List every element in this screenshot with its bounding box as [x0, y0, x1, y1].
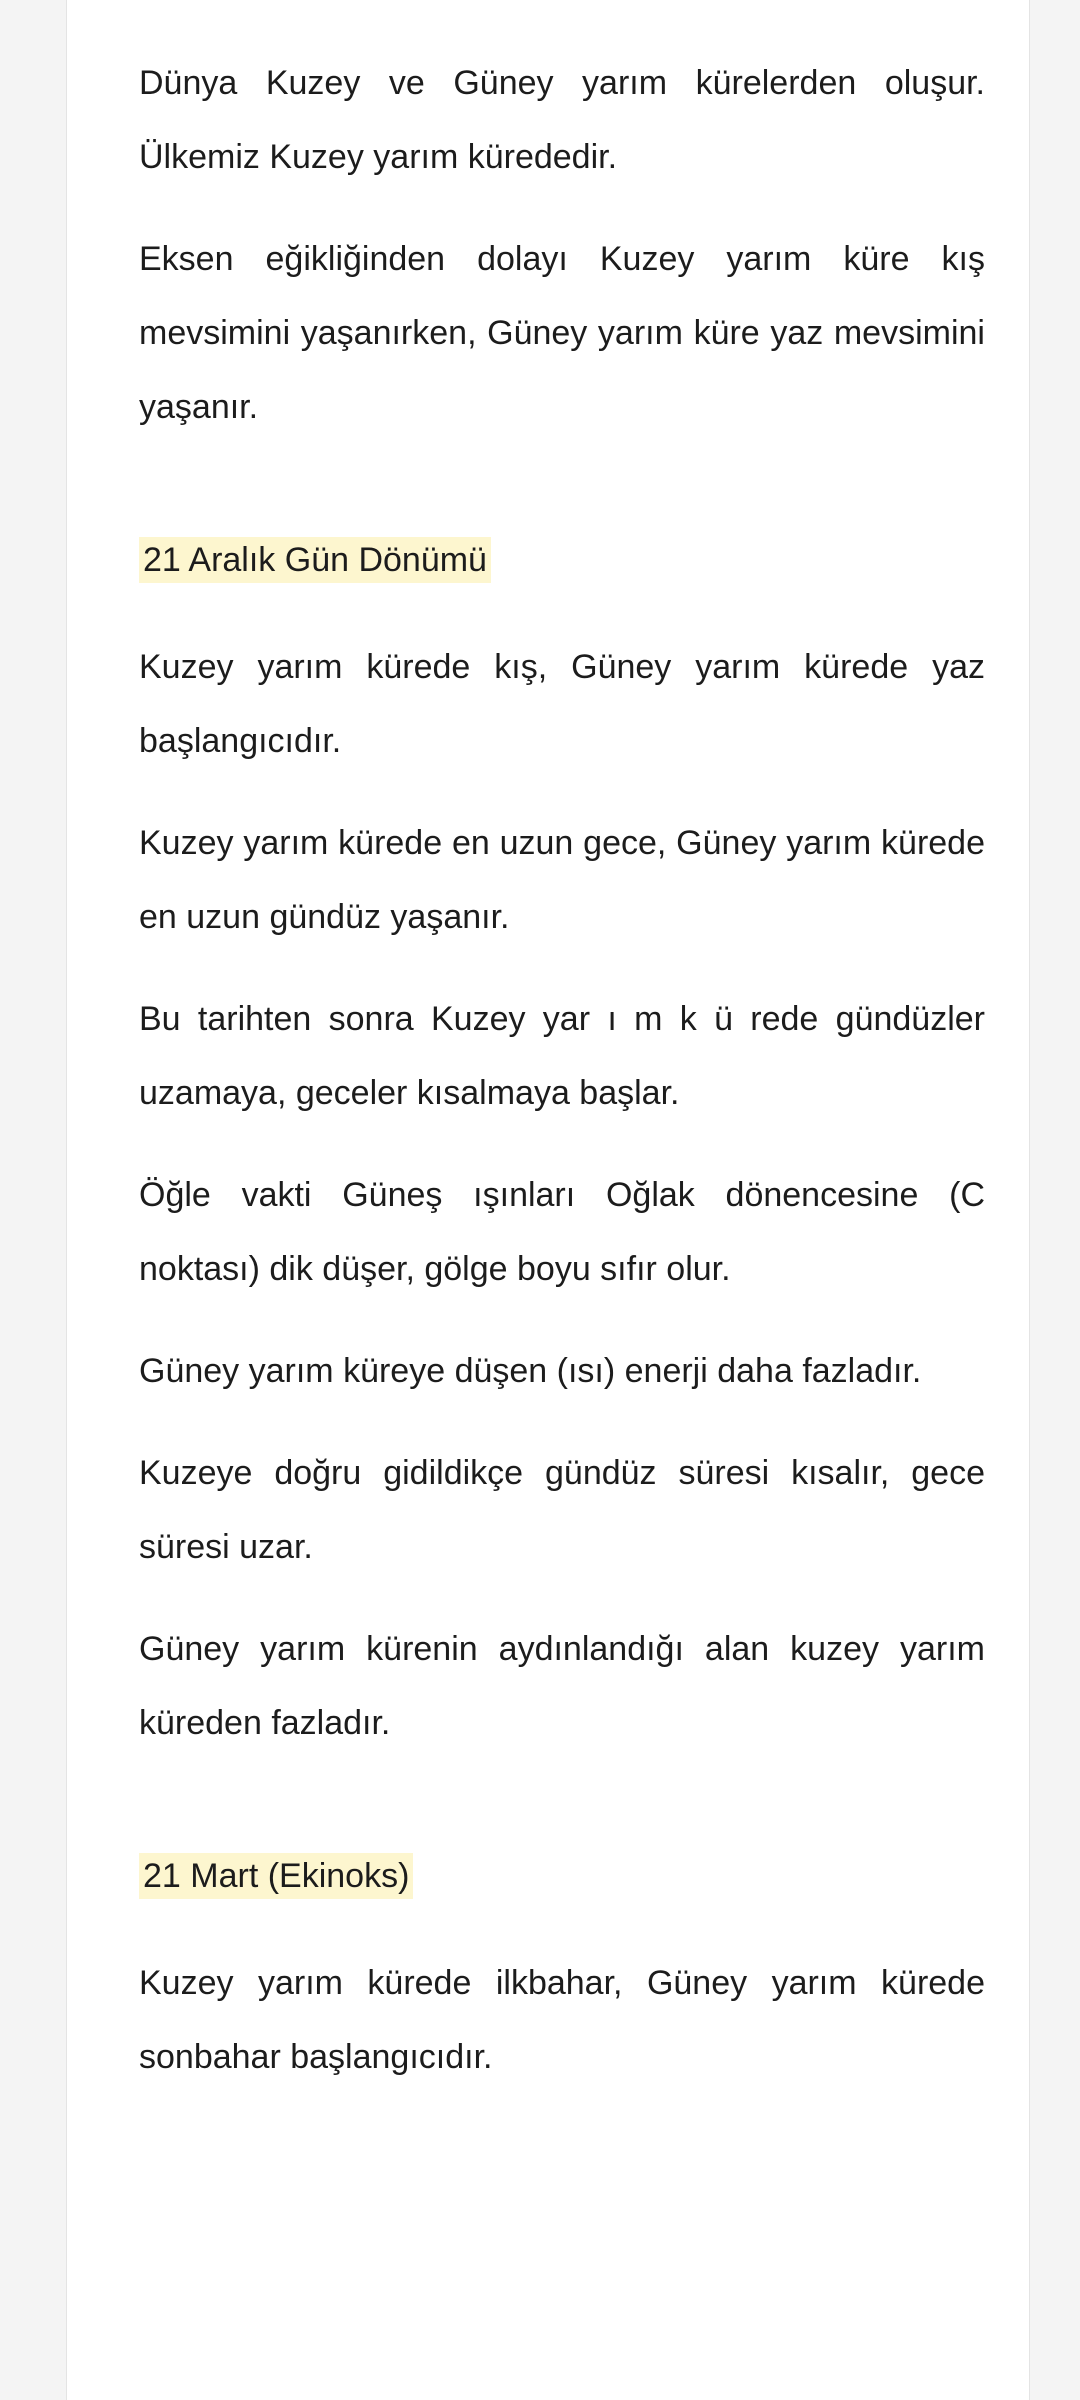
document-page [66, 0, 1030, 2400]
document-content [139, 46, 985, 2122]
paragraph: Kuzeye doğru gidildikçe gündüz süresi kısalır, gece süresi uzar. [139, 1454, 985, 1566]
paragraph: Öğle vakti Güneş ışınları Oğlak dönencesine (C noktası) dik düşer, gölge boyu sıfır olur. [139, 1176, 985, 1288]
paragraph: Güney yarım küreye düşen (ısı) enerji daha fazladır. [139, 1352, 922, 1390]
paragraph: Güney yarım kürenin aydınlandığı alan kuzey yarım küreden fazladır. [139, 1630, 985, 1742]
paragraph: Bu tarihten sonra Kuzey yar ı m k ü rede gündüzler uzamaya, geceler kısalmaya başlar. [139, 1000, 985, 1112]
paragraph-intro-2: Eksen eğikliğinden dolayı Kuzey yarım küre kış mevsimini yaşanırken, Güney yarım küre yaz mevsimini yaşanır. [139, 240, 985, 426]
paragraph: Kuzey yarım kürede kış, Güney yarım kürede yaz başlangıcıdır. [139, 648, 985, 760]
highlighted-heading-text: 21 Aralık Gün Dönümü [139, 537, 491, 583]
paragraph-intro-1: Dünya Kuzey ve Güney yarım kürelerden oluşur. Ülkemiz Kuzey yarım kürededir. [139, 64, 985, 176]
paragraph: Kuzey yarım kürede ilkbahar, Güney yarım kürede sonbahar başlangıcıdır. [139, 1964, 985, 2076]
highlighted-heading-text: 21 Mart (Ekinoks) [139, 1853, 413, 1899]
section-heading-march-equinox [139, 1846, 985, 1906]
section-heading-december-solstice [139, 530, 985, 590]
paragraph: Kuzey yarım kürede en uzun gece, Güney yarım kürede en uzun gündüz yaşanır. [139, 824, 985, 936]
